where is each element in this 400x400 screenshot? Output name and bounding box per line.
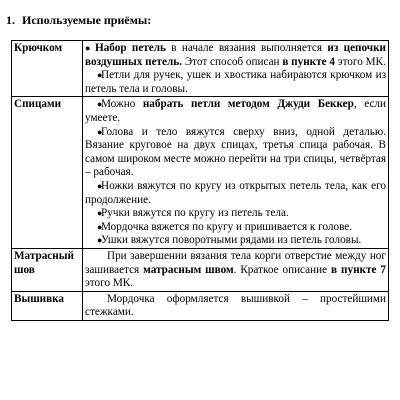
row-label: Матрасный шов — [12, 248, 83, 291]
bullet-icon: ● — [85, 43, 91, 53]
row-label: Вышивка — [12, 291, 83, 320]
row-content — [83, 248, 389, 291]
list-item: ●Можно набрать петли методом Джуди Беккер, если умеете. — [85, 98, 386, 124]
list-item: ●Ручки вяжутся по кругу из петель тела. — [85, 207, 386, 221]
row-content — [83, 41, 389, 97]
paragraph: При завершении вязания тела корги отверстие между ног зашивается матрасным швом. Краткое описание в пункте 7 этого МК. — [85, 249, 386, 290]
list-item: ●Ножки вяжутся по кругу из открытых петель тела, как его продолжение. — [85, 179, 386, 206]
bullet-icon: ● — [97, 208, 103, 219]
list-item: ●Петли для ручек, ушек и хвостика набираются крючком из петель тела и головы. — [85, 69, 386, 95]
row-label: Спицами — [12, 97, 83, 249]
table-row — [12, 97, 389, 249]
bullet-icon: ● — [97, 221, 103, 232]
techniques-table — [11, 40, 389, 321]
bullet-icon: ● — [97, 99, 103, 110]
list-item: ●Ушки вяжутся поворотными рядами из петель головы. — [85, 234, 386, 248]
row-content — [83, 291, 389, 320]
section-heading — [6, 13, 151, 28]
table-row — [12, 291, 389, 320]
bullet-icon: ● — [97, 235, 103, 246]
bullet-icon: ● — [97, 180, 103, 191]
list-item: ●Голова и тело вяжутся сверху вниз, одной деталью. Вязание круговое на двух спицах, третья спица рабочая. В самом широком месте можно перейти на три спицы, четвёртая – рабочая. — [85, 125, 386, 179]
row-label: Крючком — [12, 41, 83, 97]
list-item: ●Мордочка вяжется по кругу и пришивается к голове. — [85, 221, 386, 235]
heading-number: 1. — [6, 13, 15, 27]
bullet-icon: ● — [97, 126, 103, 137]
list-item: ● Набор петель в начале вязания выполняется из цепочки воздушных петель. Этот способ описан в пункте 4 этого МК. — [85, 42, 386, 68]
heading-title: Используемые приёмы: — [22, 13, 152, 27]
table-row — [12, 41, 389, 97]
bullet-icon: ● — [97, 70, 103, 81]
row-content — [83, 97, 389, 249]
table-row — [12, 248, 389, 291]
paragraph: Мордочка оформляется вышивкой – простейшими стежками. — [85, 292, 386, 319]
